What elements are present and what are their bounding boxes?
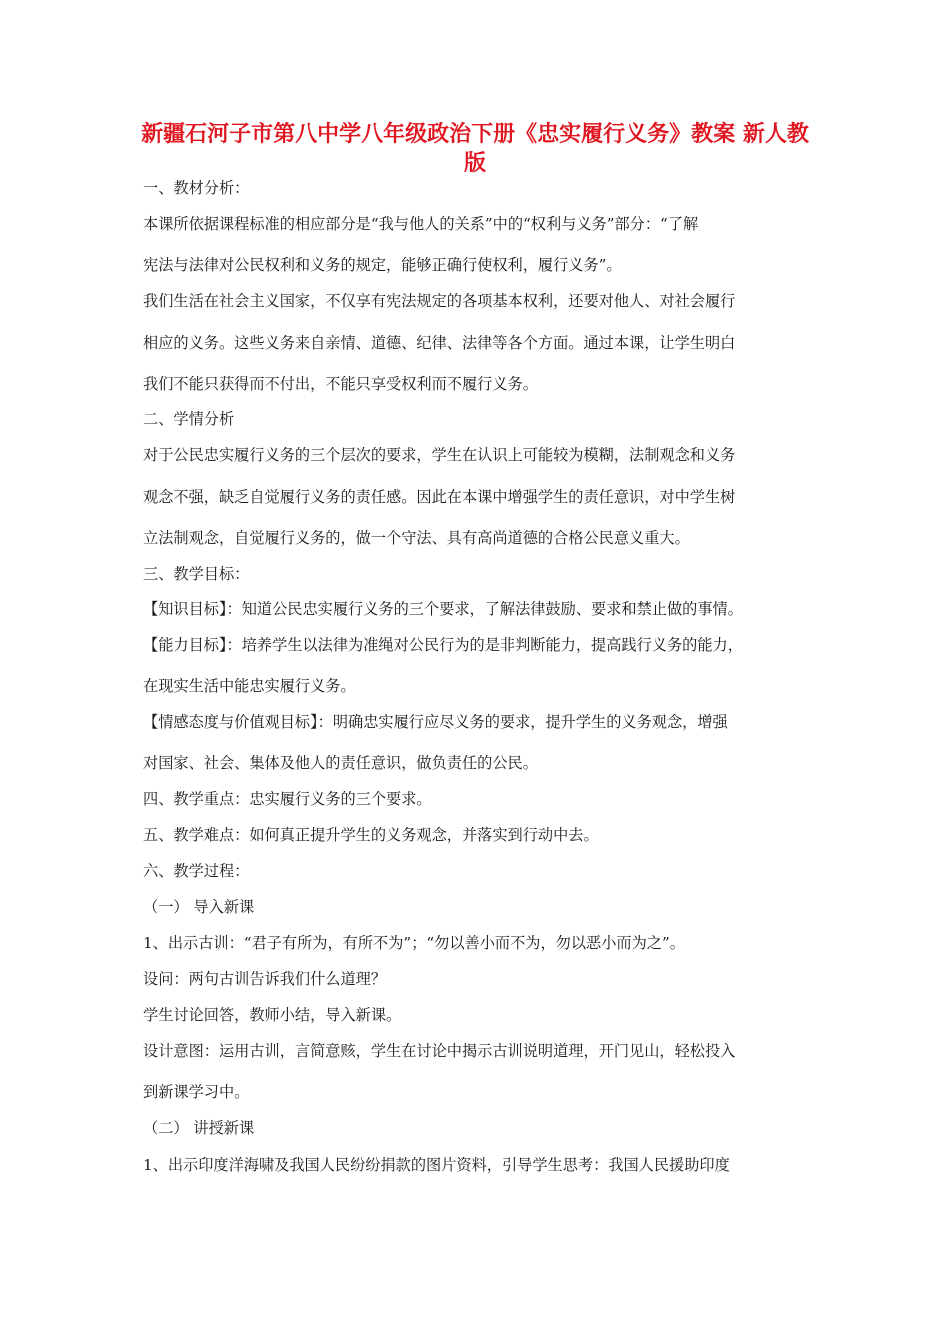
- paragraph-line: 1、出示古训：“君子有所为，有所不为”；“勿以善小而不为，勿以恶小而为之”。: [143, 934, 685, 952]
- paragraph-line: 在现实生活中能忠实履行义务。: [143, 677, 356, 695]
- goal-knowledge: 【知识目标】：知道公民忠实履行义务的三个要求，了解法律鼓励、要求和禁止做的事情。: [143, 600, 743, 618]
- goal-emotion: 【情感态度与价值观目标】：明确忠实履行应尽义务的要求，提升学生的义务观念，增强: [143, 713, 728, 731]
- section-heading-key-point: 四、教学重点：忠实履行义务的三个要求。: [143, 790, 432, 808]
- paragraph-line: 1、出示印度洋海啸及我国人民纷纷捐款的图片资料，引导学生思考：我国人民援助印度: [143, 1156, 730, 1174]
- paragraph-line: 设计意图：运用古训，言简意赅，学生在讨论中揭示古训说明道理，开门见山，轻松投入: [143, 1042, 736, 1060]
- paragraph-line: 本课所依据课程标准的相应部分是“我与他人的关系”中的“权利与义务”部分：“了解: [143, 215, 699, 233]
- subsection-heading-new-lesson: （二） 讲授新课: [143, 1119, 255, 1137]
- paragraph-line: 对国家、社会、集体及他人的责任意识，做负责任的公民。: [143, 754, 538, 772]
- paragraph-line: 观念不强，缺乏自觉履行义务的责任感。因此在本课中增强学生的责任意识，对中学生树: [143, 488, 736, 506]
- document-title: 新疆石河子市第八中学八年级政治下册《忠实履行义务》教案 新人教版: [141, 122, 809, 176]
- goal-ability: 【能力目标】：培养学生以法律为准绳对公民行为的是非判断能力，提高践行义务的能力，: [143, 636, 743, 654]
- subsection-heading-intro: （一） 导入新课: [143, 898, 255, 916]
- paragraph-line: 我们生活在社会主义国家，不仅享有宪法规定的各项基本权利，还要对他人、对社会履行: [143, 292, 736, 310]
- paragraph-line: 对于公民忠实履行义务的三个层次的要求，学生在认识上可能较为模糊，法制观念和义务: [143, 446, 736, 464]
- section-heading-student-analysis: 二、学情分析: [143, 410, 235, 428]
- paragraph-line: 我们不能只获得而不付出，不能只享受权利而不履行义务。: [143, 375, 538, 393]
- paragraph-line: 立法制观念，自觉履行义务的，做一个守法、具有高尚道德的合格公民意义重大。: [143, 529, 690, 547]
- paragraph-line: 学生讨论回答，教师小结，导入新课。: [143, 1006, 402, 1024]
- section-heading-difficulty: 五、教学难点：如何真正提升学生的义务观念，并落实到行动中去。: [143, 826, 599, 844]
- paragraph-line: 宪法与法律对公民权利和义务的规定，能够正确行使权利，履行义务”。: [143, 256, 622, 274]
- section-heading-teaching-process: 六、教学过程：: [143, 862, 250, 880]
- section-heading-textbook-analysis: 一、教材分析：: [143, 179, 250, 197]
- section-heading-teaching-goals: 三、教学目标：: [143, 565, 250, 583]
- paragraph-line: 设问：两句古训告诉我们什么道理？: [143, 970, 386, 988]
- paragraph-line: 到新课学习中。: [143, 1083, 250, 1101]
- paragraph-line: 相应的义务。这些义务来自亲情、道德、纪律、法律等各个方面。通过本课，让学生明白: [143, 334, 736, 352]
